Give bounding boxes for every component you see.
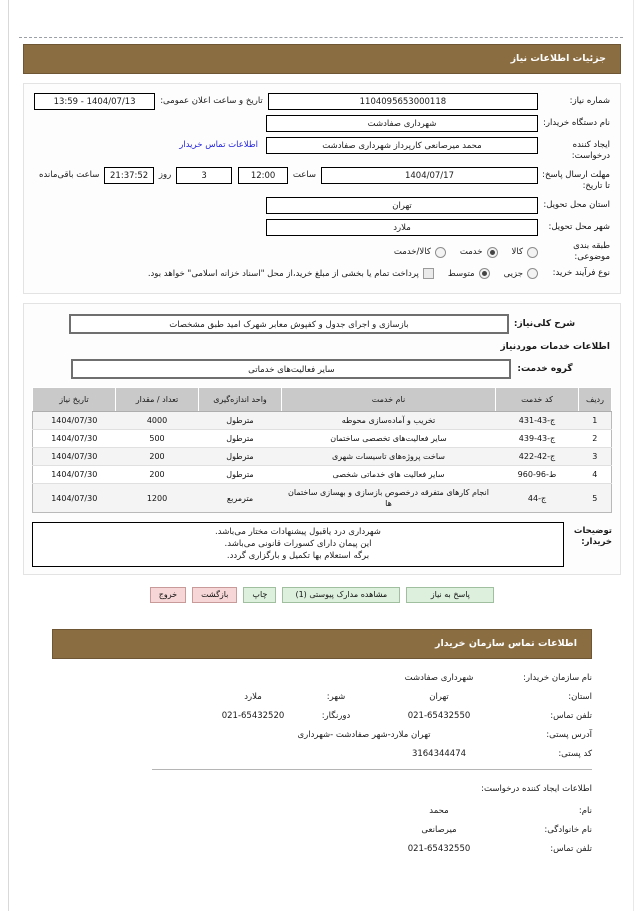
creator-first-name-label: نام: [578,806,592,816]
radio-icon[interactable] [527,268,538,279]
table-row [33,412,612,430]
category-option-service-label: خدمت [459,247,483,257]
respond-to-need-button[interactable]: پاسخ به نیاز [406,587,494,603]
contact-province-value: تهران [429,692,449,702]
contact-postal-row [52,749,592,759]
category-row [34,241,610,263]
back-button[interactable]: بازگشت [192,587,237,603]
creator-value: محمد میرصانعی کارپرداز شهرداری صفادشت [266,137,538,154]
province-label: استان محل تحویل: [543,200,610,210]
table-row [33,466,612,484]
services-section-title: اطلاعات خدمات موردنیاز [500,342,610,352]
buyer-org-label: نام دستگاه خریدار: [543,118,610,128]
cell-row: 3 [579,448,612,466]
contact-phone-row [52,711,592,721]
contact-phone-label: تلفن تماس: [550,711,592,721]
city-label: شهر محل تحویل: [548,222,610,232]
creator-last-name-value: میرصانعی [421,825,457,835]
page-frame [8,0,634,911]
col-header-row: ردیف [579,388,612,412]
need-number-value: 1104095653000118 [268,93,538,110]
process-option-minor[interactable] [504,268,538,279]
announce-datetime-value: 1404/07/13 - 13:59 [34,93,155,110]
creator-info-title: اطلاعات ایجاد کننده درخواست: [481,784,592,794]
process-option-medium[interactable] [448,268,490,279]
cell-qty: 200 [116,466,199,484]
cell-qty: 4000 [116,412,199,430]
creator-label: ایجاد کننده درخواست: [571,140,610,161]
buyer-note-line: برگه استعلام بها تکمیل و بارگزاری گردد. [226,551,370,561]
creator-phone-label: تلفن تماس: [550,844,592,854]
creator-last-name-label: نام خانوادگی: [544,825,592,835]
table-row [33,484,612,513]
category-option-service[interactable] [460,247,498,258]
cell-code: ج-43-431 [496,412,579,430]
cell-date: 1404/07/30 [33,466,116,484]
category-option-goods-service[interactable] [394,247,446,258]
cell-code: ج-43-439 [496,430,579,448]
cell-code: ج-44 [496,484,579,513]
creator-first-name-value: محمد [429,806,449,816]
services-panel [23,303,621,575]
radio-icon[interactable] [479,268,490,279]
treasury-bond-checkbox-group[interactable] [148,268,434,279]
cell-qty: 500 [116,430,199,448]
cell-unit: مترطول [199,466,282,484]
buyer-org-row [34,115,610,132]
contact-phone-value: 021-65432550 [407,711,471,721]
contact-address-row [52,730,592,740]
treasury-bond-label: پرداخت تمام یا بخشی از مبلغ خرید،از محل "اسناد خزانه اسلامی" خواهد بود. [147,268,419,279]
cell-row: 5 [579,484,612,513]
time-remaining-value: 21:37:52 [104,167,154,184]
announce-label: تاریخ و ساعت اعلان عمومی: [160,96,263,106]
cell-row: 4 [579,466,612,484]
col-header-unit: واحد اندازه‌گیری [199,388,282,412]
deadline-time-value: 12:00 [238,167,288,184]
cell-name: سایر فعالیت‌های تخصصی ساختمان [282,430,496,448]
deadline-label: مهلت ارسال پاسخ: تا تاریخ: [542,170,610,191]
creator-first-name-row [52,806,592,816]
cell-date: 1404/07/30 [33,448,116,466]
buyer-org-value: شهرداری صفادشت [266,115,538,132]
province-row [34,197,610,214]
cell-unit: مترطول [199,448,282,466]
need-details-header: جزئیات اطلاعات نیاز [23,44,621,74]
summary-row [32,311,612,336]
contact-address-label: آدرس پستی: [546,730,592,740]
radio-icon[interactable] [487,247,498,258]
contact-city-value: ملارد [244,692,262,702]
contact-section [52,629,592,854]
contact-header: اطلاعات تماس سازمان خریدار [52,629,592,659]
cell-date: 1404/07/30 [33,412,116,430]
cell-date: 1404/07/30 [33,484,116,513]
need-number-row [34,93,610,110]
cell-qty: 200 [116,448,199,466]
col-header-qty: تعداد / مقدار [116,388,199,412]
cell-unit: مترطول [199,430,282,448]
province-value: تهران [266,197,538,214]
process-row [34,268,610,279]
category-option-goods[interactable] [512,247,538,258]
creator-phone-row [52,844,592,854]
days-label: روز [158,170,172,180]
col-header-date: تاریخ نیاز [33,388,116,412]
cell-row: 1 [579,412,612,430]
contact-address-value: تهران ملارد-شهر صفادشت -شهرداری [297,730,431,740]
table-row [33,430,612,448]
buyer-notes-row [32,522,612,567]
contact-org-row [52,673,592,683]
cell-date: 1404/07/30 [33,430,116,448]
cell-qty: 1200 [116,484,199,513]
service-group-label: گروه خدمت: [517,364,573,374]
contact-city-label: شهر: [326,692,346,702]
page-content [23,44,621,863]
need-number-label: شماره نیاز: [569,96,610,106]
cell-code: ط-96-960 [496,466,579,484]
col-header-name: نام خدمت [282,388,496,412]
table-header-row [33,388,612,412]
cell-name: ساخت پروژه‌های تاسیسات شهری [282,448,496,466]
summary-label: شرح کلی‌نیاز: [513,319,576,329]
contact-postal-label: کد پستی: [558,749,592,759]
city-value: ملارد [266,219,538,236]
cell-code: ج-42-422 [496,448,579,466]
service-group-value: سایر فعالیت‌های خدماتی [71,359,511,379]
category-option-goods-service-label: کالا/خدمت [393,247,431,257]
radio-icon[interactable] [435,247,446,258]
city-row [34,219,610,236]
cell-name: تخریب و آماده‌سازی محوطه [282,412,496,430]
deadline-date-value: 1404/07/17 [321,167,538,184]
cell-name: سایر فعالیت های خدماتی شخصی [282,466,496,484]
need-details-panel [23,83,621,294]
contact-postal-value: 3164344474 [411,749,467,759]
creator-last-name-row [52,825,592,835]
contact-divider [152,769,592,770]
contact-fax-label: دورنگار: [321,711,351,721]
process-label: نوع فرآیند خرید: [552,268,610,278]
action-button-bar [23,575,621,607]
cell-row: 2 [579,430,612,448]
radio-icon[interactable] [527,247,538,258]
deadline-row [34,167,610,192]
col-header-code: کد خدمت [496,388,579,412]
exit-button[interactable]: خروج [150,587,186,603]
table-row [33,448,612,466]
contact-org-label: نام سازمان خریدار: [523,673,592,683]
contact-body [52,659,592,854]
category-option-goods-label: کالا [511,247,523,257]
buyer-note-line: شهرداری درد یاقبول پیشنهادات مختار می‌باشد. [215,527,381,537]
cell-name: انجام کارهای متفرقه درخصوص بازسازی و بهسازی ساختمان ها [282,484,496,513]
contact-org-value: شهرداری صفادشت [404,673,474,683]
contact-province-label: استان: [568,692,592,702]
checkbox-icon[interactable] [423,268,434,279]
contact-location-row [52,692,592,702]
print-button[interactable]: چاپ [243,587,276,603]
buyer-contact-link[interactable]: اطلاعات تماس خریدار [179,140,258,150]
buyer-note-line: این پیمان دارای کسورات قانونی می‌باشد. [224,539,372,549]
cell-unit: مترطول [199,412,282,430]
top-divider [19,37,623,38]
buyer-notes-box [32,522,564,567]
view-attachments-button[interactable]: مشاهده مدارک پیوستی (1) [282,587,400,603]
creator-phone-value: 021-65432550 [407,844,471,854]
time-remaining-label: ساعت باقی‌مانده [39,170,100,180]
buyer-notes-label: توضیحات خریدار: [573,526,612,547]
category-label: طبقه بندی موضوعی: [573,241,610,262]
cell-unit: مترمربع [199,484,282,513]
creator-row [34,137,610,162]
process-option-minor-label: جزیی [503,268,523,279]
process-option-medium-label: متوسط [447,268,475,279]
service-group-row [32,354,612,387]
contact-fax-value: 021-65432520 [221,711,285,721]
hour-label: ساعت [292,170,316,180]
services-table [32,387,612,513]
summary-value: بازسازی و اجرای جدول و کفپوش معابر شهرک امید طبق مشخصات [69,314,509,334]
days-remaining-value: 3 [176,167,232,184]
